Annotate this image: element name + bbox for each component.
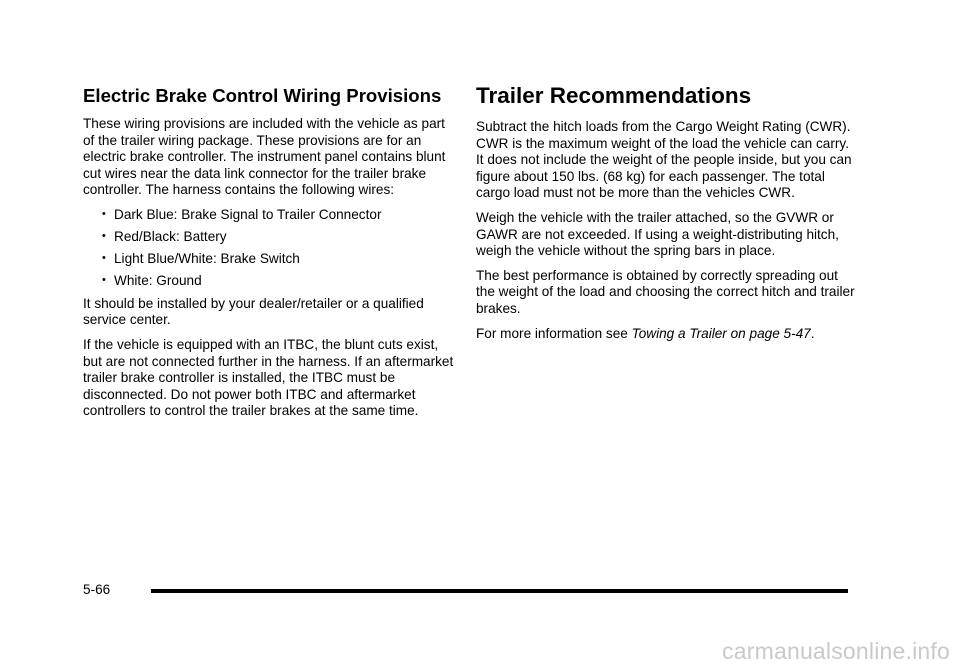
- wire-item: [83, 207, 455, 224]
- cwr-paragraph: Subtract the hitch loads from the Cargo Weight Rating (CWR). CWR is the maximum weight of the load the vehicle can carry. It does not include the weight of the people inside, but you can figure about 150 lbs. (68 kg) for each passenger. The total cargo load must not be more than the vehicles CWR.: [476, 119, 852, 201]
- more-info-suffix: .: [810, 325, 815, 341]
- wire-item: [83, 251, 455, 268]
- wire-item-label: Red/Black: Battery: [114, 229, 227, 245]
- section-heading-trailer-recommendations: Trailer Recommendations: [476, 83, 752, 108]
- right-column: [476, 82, 856, 350]
- installation-paragraph: It should be installed by your dealer/retailer or a qualified service center.: [83, 295, 424, 328]
- wire-item: [83, 273, 455, 290]
- wire-item: [83, 229, 455, 246]
- performance-paragraph: The best performance is obtained by correctly spreading out the weight of the load and choosing the correct hitch and trailer brakes.: [476, 267, 855, 316]
- more-info-prefix: For more information see: [476, 325, 632, 341]
- wire-item-label: White: Ground: [114, 273, 202, 289]
- bullet-icon: •: [102, 274, 106, 287]
- wire-item-label: Light Blue/White: Brake Switch: [114, 251, 300, 267]
- bullet-icon: •: [102, 230, 106, 243]
- more-info-paragraph: [476, 326, 856, 343]
- intro-paragraph: These wiring provisions are included with the vehicle as part of the trailer wiring package. These provisions are for an electric brake controller. The instrument panel contains blunt cut wires near the data link connector for the trailer brake controller. The harness contains the following wires:: [83, 116, 446, 198]
- watermark: carmanualsonline.info: [722, 638, 950, 664]
- section-heading-electric-brake: Electric Brake Control Wiring Provisions: [83, 85, 442, 106]
- itbc-paragraph: If the vehicle is equipped with an ITBC, the blunt cuts exist, but are not connected further in the harness. If an aftermarket trailer brake controller is installed, the ITBC must be disconnected. Do not power both ITBC and aftermarket controllers to control the trailer brakes at the same time.: [83, 337, 454, 419]
- wire-list: [83, 207, 455, 290]
- wire-item-label: Dark Blue: Brake Signal to Trailer Connector: [114, 206, 382, 222]
- bullet-icon: •: [102, 207, 106, 220]
- weigh-paragraph: Weigh the vehicle with the trailer attached, so the GVWR or GAWR are not exceeded. If using a weight-distributing hitch, weigh the vehicle without the spring bars in place.: [476, 209, 839, 259]
- footer-rule: [151, 589, 848, 593]
- page-number: 5-66: [83, 582, 111, 597]
- bullet-icon: •: [102, 252, 106, 265]
- towing-trailer-link[interactable]: Towing a Trailer on page 5-47: [631, 325, 811, 341]
- left-column: [83, 84, 455, 428]
